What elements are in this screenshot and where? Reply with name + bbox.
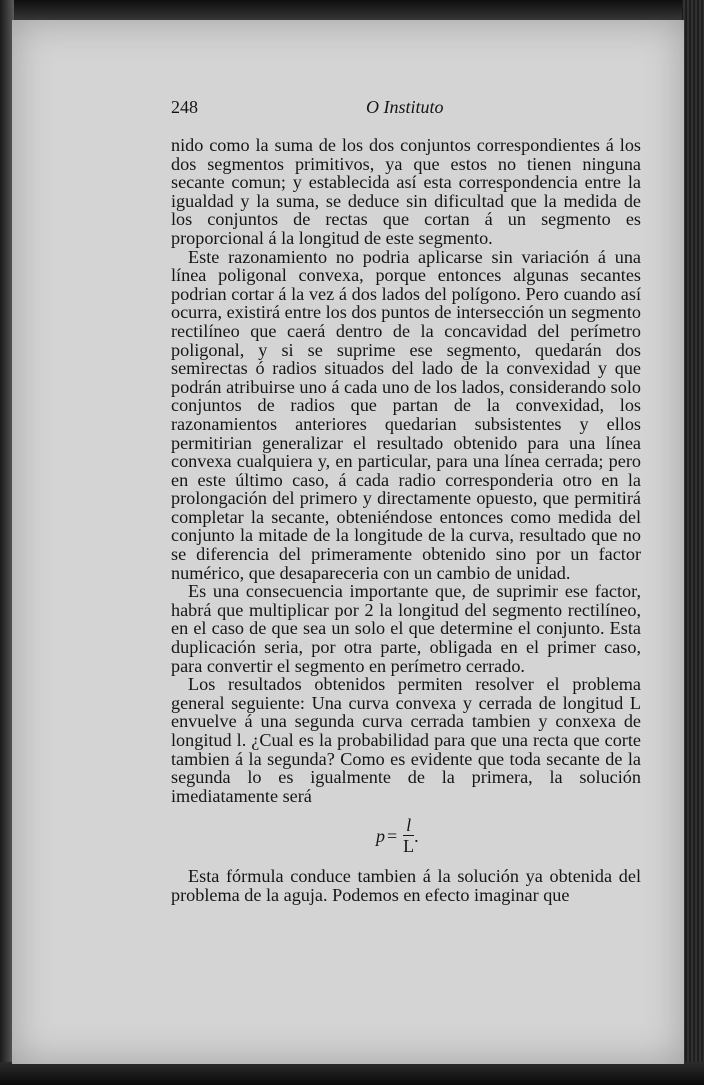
paragraph-2: Este razonamiento no podria aplicarse sin variación á una línea poligonal convexa, porque entonces algunas secantes podrian cortar á la vez á dos lados del polígono. Pero cuando así ocurra, existirá entre los dos puntos de intersección un segmento rectilíneo que caerá dentro de la concavidad del perímetro poligonal, y si se suprime ese segmento, quedarán dos semirectas ó radios situados del lado de la convexidad y que podrán atribuirse uno á cada uno de los lados, considerando solo conjuntos de radios que partan de la convexidad, los razonamientos anteriores quedarian subsistentes y ellos permitirian generalizar el resultado obtenido para una línea convexa cualquiera y, en particular, para una línea cerrada; pero en este último caso, á cada radio corresponderia otro en la prolongación del primero y directamente opuesto, que permitirá completar la secante, obteniéndose entonces como medida del conjunto la mitade de la longitude de la curva, resultado que no se diferencia del primeramente obtenido sino por un factor numérico, que desapareceria con un cambio de unidad. [171,246,641,583]
formula-denominator: L [403,836,415,857]
book-page-edges [682,0,704,1085]
formula-lhs: p [376,825,385,846]
formula-numerator: l [403,815,414,836]
formula-period: . [414,825,419,846]
scan-top-edge [0,0,704,22]
running-head: O Instituto [366,97,444,117]
body-text [171,136,641,905]
formula-fraction [403,815,414,856]
paragraph-4: Los resultados obtenidos permiten resolver el problema general seguiente: Una curva convexa y cerrada de longitud L envuelve á una segunda curva cerrada tambien y conxexa de longitud l. ¿Cual es la probabilidad para que una recta que corte tambien á la segunda? Como es evidente que toda secante de la segunda lo es igualmente de la primera, la solución imediatamente será [171,674,641,806]
paragraph-1: nido como la suma de los dos conjuntos correspondientes á los dos segmentos primitivos, ya que estos no tienen ninguna secante comun; y establecida así esta correspondencia entre la igualdad y la suma, se deduce sin dificultad que la medida de los conjuntos de rectas que cortan á un segmento es proporcional á la longitud de este segmento. [171,135,641,248]
scan-bottom-edge [0,1062,704,1085]
formula-equals: = [387,825,398,846]
page-number: 248 [171,97,198,117]
paragraph-5: Esta fórmula conduce tambien á la solución ya obtenida del problema de la aguja. Podemos en efecto imaginar que [171,866,641,905]
probability-formula [171,805,641,867]
paragraph-3: Es una consecuencia importante que, de suprimir ese factor, habrá que multiplicar por 2 la longitud del segmento rectilíneo, en el caso de que sea un solo el que determine el conjunto. Esta duplicación seria, por otra parte, obligada en el primer caso, para convertir el segmento en perímetro cerrado. [171,581,641,676]
page-header [171,97,641,125]
